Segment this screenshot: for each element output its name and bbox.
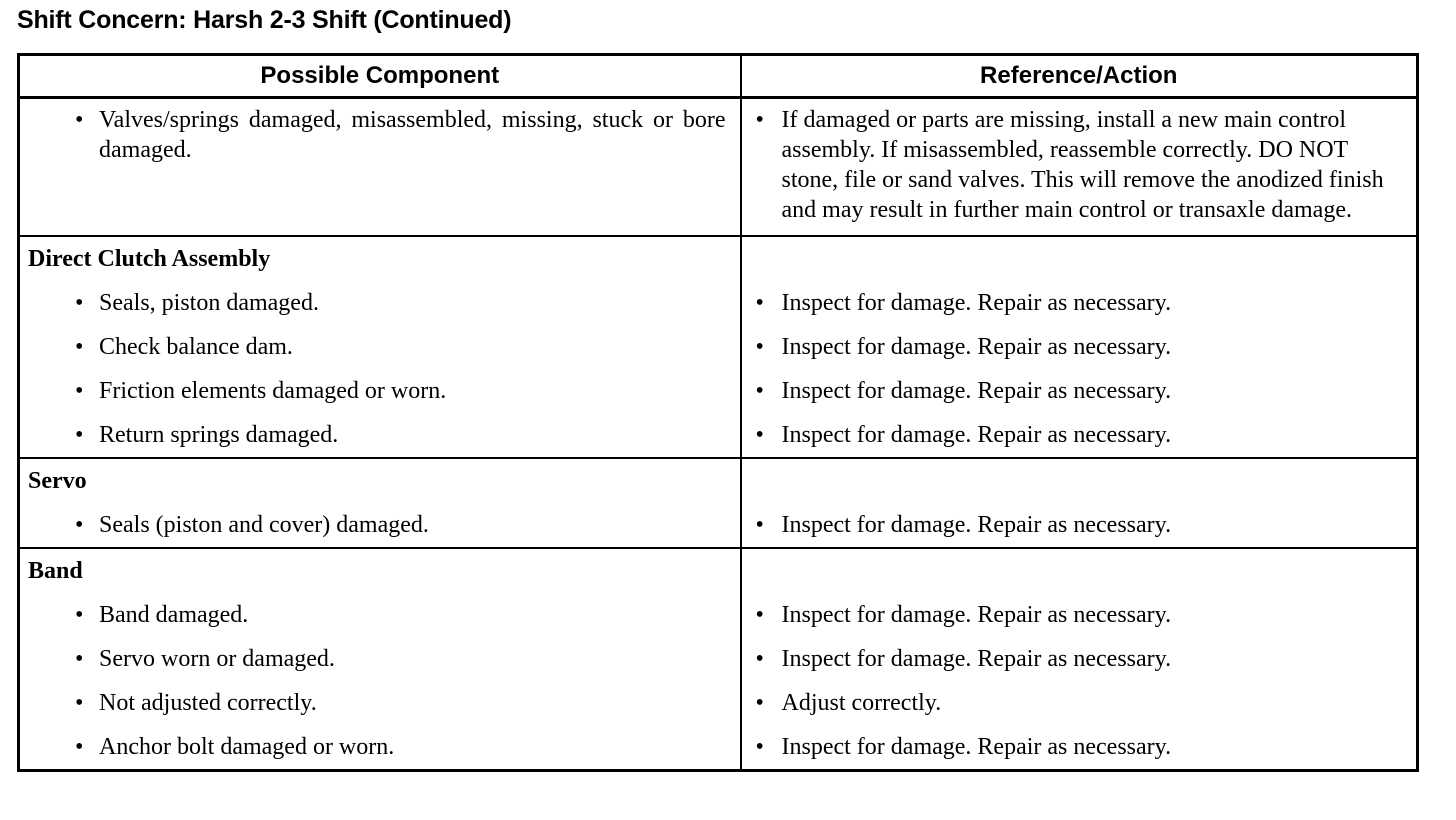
action-text: Inspect for damage. Repair as necessary. bbox=[781, 602, 1172, 628]
component-cell bbox=[19, 325, 741, 369]
empty-cell bbox=[741, 548, 1418, 593]
bullet-icon: • bbox=[75, 290, 84, 316]
component-text: Check balance dam. bbox=[99, 334, 293, 360]
bullet-icon: • bbox=[755, 690, 764, 716]
table-row bbox=[19, 725, 1418, 771]
component-text: Servo worn or damaged. bbox=[99, 646, 335, 672]
bullet-icon: • bbox=[755, 512, 764, 538]
component-text: Valves/springs damaged, misassembled, missing, stuck or bore damaged. bbox=[99, 107, 726, 163]
table-row bbox=[19, 325, 1418, 369]
bullet-icon: • bbox=[75, 602, 84, 628]
action-cell bbox=[741, 369, 1418, 413]
component-text: Return springs damaged. bbox=[99, 422, 339, 448]
component-text: Not adjusted correctly. bbox=[99, 690, 317, 716]
bullet-icon: • bbox=[75, 422, 84, 448]
group-heading-cell bbox=[19, 548, 741, 593]
table-row bbox=[19, 593, 1418, 637]
component-cell bbox=[19, 681, 741, 725]
action-text: Adjust correctly. bbox=[781, 690, 942, 716]
table-row bbox=[19, 503, 1418, 548]
component-text: Friction elements damaged or worn. bbox=[99, 378, 447, 404]
column-header-component: Possible Component bbox=[19, 55, 741, 98]
action-cell bbox=[741, 593, 1418, 637]
group-heading: Band bbox=[28, 558, 83, 584]
group-heading: Servo bbox=[28, 468, 87, 494]
component-cell bbox=[19, 593, 741, 637]
bullet-icon: • bbox=[75, 107, 84, 133]
component-cell bbox=[19, 413, 741, 458]
table-row bbox=[19, 98, 1418, 237]
bullet-icon: • bbox=[755, 646, 764, 672]
action-text: Inspect for damage. Repair as necessary. bbox=[781, 512, 1172, 538]
action-cell bbox=[741, 325, 1418, 369]
action-cell bbox=[741, 413, 1418, 458]
table-row bbox=[19, 369, 1418, 413]
action-cell bbox=[741, 725, 1418, 771]
action-cell bbox=[741, 681, 1418, 725]
group-heading-row bbox=[19, 236, 1418, 281]
component-text: Anchor bolt damaged or worn. bbox=[99, 734, 395, 760]
empty-cell bbox=[741, 458, 1418, 503]
component-cell bbox=[19, 369, 741, 413]
component-text: Seals, piston damaged. bbox=[99, 290, 319, 316]
table-row bbox=[19, 281, 1418, 325]
bullet-icon: • bbox=[755, 334, 764, 360]
page-title: Shift Concern: Harsh 2-3 Shift (Continued) bbox=[17, 6, 512, 34]
action-text: Inspect for damage. Repair as necessary. bbox=[781, 422, 1172, 448]
action-cell bbox=[741, 98, 1418, 237]
component-cell bbox=[19, 637, 741, 681]
header-row bbox=[19, 55, 1418, 98]
empty-cell bbox=[741, 236, 1418, 281]
table-row bbox=[19, 413, 1418, 458]
bullet-icon: • bbox=[755, 107, 764, 133]
action-cell bbox=[741, 281, 1418, 325]
diagnosis-table bbox=[17, 53, 1419, 772]
action-cell bbox=[741, 503, 1418, 548]
bullet-icon: • bbox=[75, 334, 84, 360]
group-heading-row bbox=[19, 458, 1418, 503]
action-text: Inspect for damage. Repair as necessary. bbox=[781, 734, 1172, 760]
action-cell bbox=[741, 637, 1418, 681]
action-text: Inspect for damage. Repair as necessary. bbox=[781, 290, 1172, 316]
table-row bbox=[19, 637, 1418, 681]
component-text: Band damaged. bbox=[99, 602, 249, 628]
group-heading-cell bbox=[19, 458, 741, 503]
action-text: Inspect for damage. Repair as necessary. bbox=[781, 378, 1172, 404]
bullet-icon: • bbox=[75, 512, 84, 538]
bullet-icon: • bbox=[755, 378, 764, 404]
column-header-action: Reference/Action bbox=[741, 55, 1418, 98]
group-heading-row bbox=[19, 548, 1418, 593]
bullet-icon: • bbox=[75, 646, 84, 672]
bullet-icon: • bbox=[755, 290, 764, 316]
bullet-icon: • bbox=[75, 690, 84, 716]
component-cell bbox=[19, 725, 741, 771]
component-cell bbox=[19, 98, 741, 237]
bullet-icon: • bbox=[755, 734, 764, 760]
bullet-icon: • bbox=[75, 378, 84, 404]
bullet-icon: • bbox=[755, 602, 764, 628]
table-row bbox=[19, 681, 1418, 725]
bullet-icon: • bbox=[75, 734, 84, 760]
bullet-icon: • bbox=[755, 422, 764, 448]
group-heading-cell bbox=[19, 236, 741, 281]
group-heading: Direct Clutch Assembly bbox=[28, 246, 271, 272]
component-cell bbox=[19, 503, 741, 548]
action-text: Inspect for damage. Repair as necessary. bbox=[781, 334, 1172, 360]
component-cell bbox=[19, 281, 741, 325]
action-text: Inspect for damage. Repair as necessary. bbox=[781, 646, 1172, 672]
component-text: Seals (piston and cover) damaged. bbox=[99, 512, 429, 538]
action-text: If damaged or parts are missing, install a new main control assembly. If misassembled, reassemble correctly. DO NOT stone, file or sand valves. This will remove the anodized finish and may result in further main control or transaxle damage. bbox=[781, 107, 1384, 223]
